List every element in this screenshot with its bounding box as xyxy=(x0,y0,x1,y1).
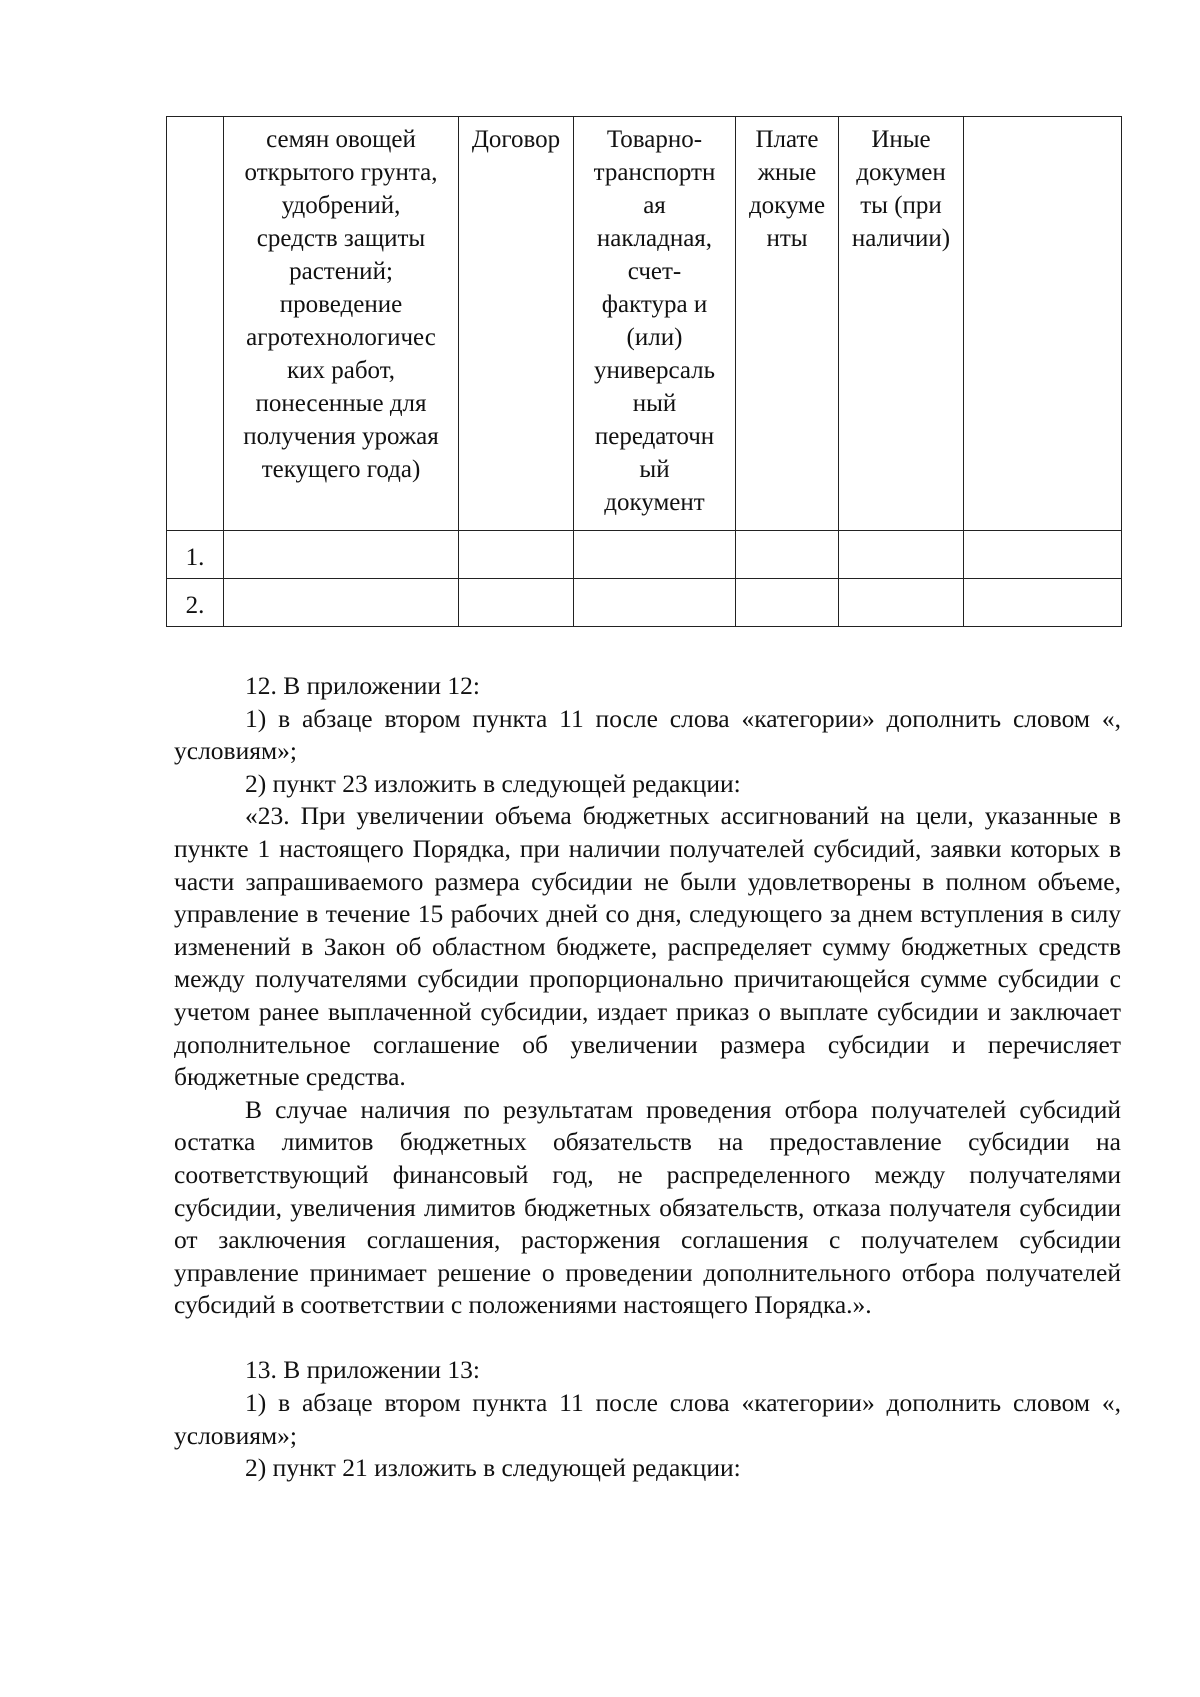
table-cell xyxy=(459,579,574,627)
table-cell xyxy=(459,531,574,579)
header-cell-other-docs: Иные докумен ты (при наличии) xyxy=(839,117,964,531)
header-cell-expense-type: семян овощей открытого грунта, удобрений, средств защиты растений; проведение агротехнологичес ких работ, понесенные для получения урожая текущего года) xyxy=(224,117,459,531)
header-cell-last xyxy=(964,117,1122,531)
paragraph-item-2: 2) пункт 23 изложить в следующей редакции: xyxy=(245,768,741,798)
table-header-row xyxy=(167,117,1122,531)
table-cell xyxy=(839,531,964,579)
body-text xyxy=(174,670,1121,1485)
table-cell xyxy=(964,531,1122,579)
table-row xyxy=(167,531,1122,579)
header-cell-waybill: Товарно- транспортн ая накладная, счет- фактура и (или) универсаль ный передаточн ый документ xyxy=(574,117,736,531)
paragraph-additional-selection: В случае наличия по результатам проведения отбора получателей субсидий остатка лимитов бюджетных обязательств на предоставление субсидии на соответствующий финансовый год, не распределенного между получателями субсидии, увеличения лимитов бюджетных обязательств, отказа получателя субсидии от заключения соглашения, расторжения соглашения с получателем субсидии управление принимает решение о проведении дополнительного отбора получателей субсидий в соответствии с положениями настоящего Порядка.». xyxy=(174,1094,1121,1320)
table-cell xyxy=(574,531,736,579)
paragraph-item-2: 2) пункт 21 изложить в следующей редакции: xyxy=(245,1453,741,1483)
row-number: 1. xyxy=(167,531,224,579)
documents-table xyxy=(166,116,1122,627)
table-row xyxy=(167,579,1122,627)
table-cell xyxy=(736,579,839,627)
header-cell-payment-docs: Плате жные докуме нты xyxy=(736,117,839,531)
table-cell xyxy=(964,579,1122,627)
table-cell xyxy=(736,531,839,579)
table-cell xyxy=(574,579,736,627)
paragraph-item-1: 1) в абзаце втором пункта 11 после слова «категории» дополнить словом «, условиям»; xyxy=(174,703,1121,766)
paragraph-appendix-12: 12. В приложении 12: xyxy=(245,671,481,700)
paragraph-appendix-13: 13. В приложении 13: xyxy=(245,1355,481,1385)
row-number: 2. xyxy=(167,579,224,627)
table-cell xyxy=(224,531,459,579)
paragraph-point-23: «23. При увеличении объема бюджетных ассигнований на цели, указанные в пункте 1 настоящего Порядка, при наличии получателей субсидий, заявки которых в части запрашиваемого размера субсидии не были удовлетворены в полном объеме, управление в течение 15 рабочих дней со дня, следующего за днем вступления в силу изменений в Закон об областном бюджете, распределяет сумму бюджетных средств между получателями субсидии пропорционально причитающейся сумме субсидии с учетом ранее выплаченной субсидии, издает приказ о выплате субсидии и заключает дополнительное соглашение об увеличении размера субсидии и перечисляет бюджетные средства. xyxy=(174,801,1121,1092)
header-cell-contract: Договор xyxy=(459,117,574,531)
header-cell-number xyxy=(167,117,224,531)
paragraph-item-1: 1) в абзаце втором пункта 11 после слова «категории» дополнить словом «, условиям»; xyxy=(174,1388,1121,1450)
table-cell xyxy=(839,579,964,627)
table-cell xyxy=(224,579,459,627)
